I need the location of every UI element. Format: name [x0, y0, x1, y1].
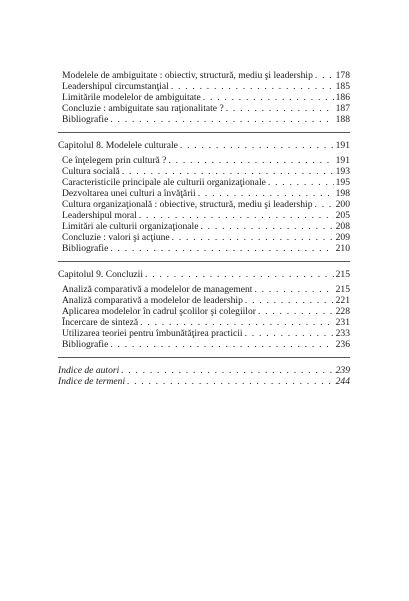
toc-entry-page: 239 [335, 365, 350, 376]
toc-entry-page: 187 [335, 103, 350, 114]
toc-entry-page: 231 [335, 317, 350, 328]
toc-entry-title: Bibliografie [62, 243, 109, 254]
toc-entry [58, 328, 350, 339]
toc-entry [58, 269, 350, 280]
toc-entry-page: 198 [335, 188, 350, 199]
toc-entry [58, 114, 350, 125]
toc-entry-title: Leadershipul circumstanţial [62, 81, 169, 92]
toc-entry-page: 205 [335, 210, 350, 221]
dot-leader [245, 328, 334, 339]
toc-entry-title: Bibliografie [62, 339, 109, 350]
dot-leader [258, 306, 334, 317]
toc-entry-page: 210 [335, 243, 350, 254]
toc-entry-title: Cultura socială [62, 166, 120, 177]
dot-leader [110, 243, 333, 254]
toc-entry-title: Utilizarea teoriei pentru îmbunătăţirea practicii [62, 328, 243, 339]
toc-entry-page: 215 [335, 284, 350, 295]
toc-entry-page: 215 [335, 269, 350, 280]
toc-entry [58, 210, 350, 221]
dot-leader [139, 210, 334, 221]
toc-entry-page: 193 [335, 166, 350, 177]
toc-entry [58, 365, 350, 376]
toc-entry-title: Limitări ale culturii organizaţionale [62, 221, 199, 232]
dot-leader [315, 199, 334, 210]
toc-entry [58, 188, 350, 199]
toc-entry [58, 339, 350, 350]
toc-entry [58, 81, 350, 92]
toc-entry [58, 199, 350, 210]
dot-leader [226, 103, 334, 114]
toc-entry-page: 208 [335, 221, 350, 232]
table-of-contents [58, 70, 350, 387]
toc-entry-page: 195 [335, 177, 350, 188]
toc-entry-page: 185 [335, 81, 350, 92]
toc-entry [58, 284, 350, 295]
toc-entry-page: 191 [335, 140, 350, 151]
toc-entry-page: 244 [335, 376, 350, 387]
toc-entry-title: Indice de termeni [58, 376, 126, 387]
dot-leader [245, 295, 334, 306]
dot-leader [203, 92, 334, 103]
toc-entry [58, 295, 350, 306]
section-divider [58, 357, 350, 358]
toc-entry-title: Limitările modelelor de ambiguitate [62, 92, 201, 103]
toc-entry-title: Indice de autori [58, 365, 120, 376]
toc-entry [58, 140, 350, 151]
toc-entry-page: 233 [335, 328, 350, 339]
toc-entry [58, 306, 350, 317]
dot-leader [172, 232, 334, 243]
dot-leader [268, 177, 334, 188]
toc-entry-page: 186 [335, 92, 350, 103]
toc-entry-title: Cultura organizaţională : obiective, structură, mediu şi leadership [62, 199, 313, 210]
toc-entry [58, 177, 350, 188]
dot-leader [127, 376, 333, 387]
dot-leader [315, 70, 334, 81]
toc-entry-page: 200 [335, 199, 350, 210]
toc-entry-title: Dezvoltarea unei culturi a învăţării [62, 188, 196, 199]
dot-leader [180, 140, 334, 151]
dot-leader [198, 188, 334, 199]
toc-entry-title: Analiză comparativă a modelelor de leadership [62, 295, 243, 306]
toc-entry-title: Leadershipul moral [62, 210, 137, 221]
toc-entry [58, 103, 350, 114]
toc-entry-title: Concluzie : valori şi acţiune [62, 232, 170, 243]
toc-entry-title: Aplicarea modelelor în cadrul şcolilor şi colegiilor [62, 306, 256, 317]
dot-leader [122, 166, 334, 177]
dot-leader [254, 284, 333, 295]
toc-entry-page: 178 [335, 70, 350, 81]
toc-entry [58, 155, 350, 166]
toc-entry [58, 243, 350, 254]
dot-leader [145, 269, 334, 280]
toc-entry-page: 221 [335, 295, 350, 306]
toc-entry-title: Bibliografie [62, 114, 109, 125]
toc-entry [58, 232, 350, 243]
toc-entry [58, 317, 350, 328]
toc-entry-title: Caracteristicile principale ale culturii organizaţionale [62, 177, 266, 188]
toc-entry-page: 191 [335, 155, 350, 166]
toc-entry-title: Modelele de ambiguitate : obiectiv, structură, mediu şi leadership [62, 70, 313, 81]
toc-entry [58, 221, 350, 232]
dot-leader [140, 317, 333, 328]
toc-entry-title: Capitolul 9. Concluzii [58, 269, 144, 280]
toc-entry-title: Încercare de sinteză [62, 317, 139, 328]
toc-entry [58, 166, 350, 177]
section-divider [58, 261, 350, 262]
section-divider [58, 132, 350, 133]
toc-entry-page: 236 [335, 339, 350, 350]
dot-leader [168, 155, 333, 166]
dot-leader [110, 114, 333, 125]
toc-entry [58, 92, 350, 103]
dot-leader [121, 365, 333, 376]
toc-entry [58, 376, 350, 387]
toc-entry [58, 70, 350, 81]
dot-leader [200, 221, 333, 232]
toc-entry-title: Analiză comparativă a modelelor de management [62, 284, 253, 295]
toc-entry-title: Ce înţelegem prin cultură ? [62, 155, 167, 166]
toc-entry-title: Capitolul 8. Modelele culturale [58, 140, 178, 151]
toc-entry-page: 228 [335, 306, 350, 317]
toc-entry-page: 188 [335, 114, 350, 125]
dot-leader [110, 339, 333, 350]
dot-leader [171, 81, 334, 92]
toc-entry-title: Concluzie : ambiguitate sau raţionalitate ? [62, 103, 224, 114]
toc-entry-page: 209 [335, 232, 350, 243]
